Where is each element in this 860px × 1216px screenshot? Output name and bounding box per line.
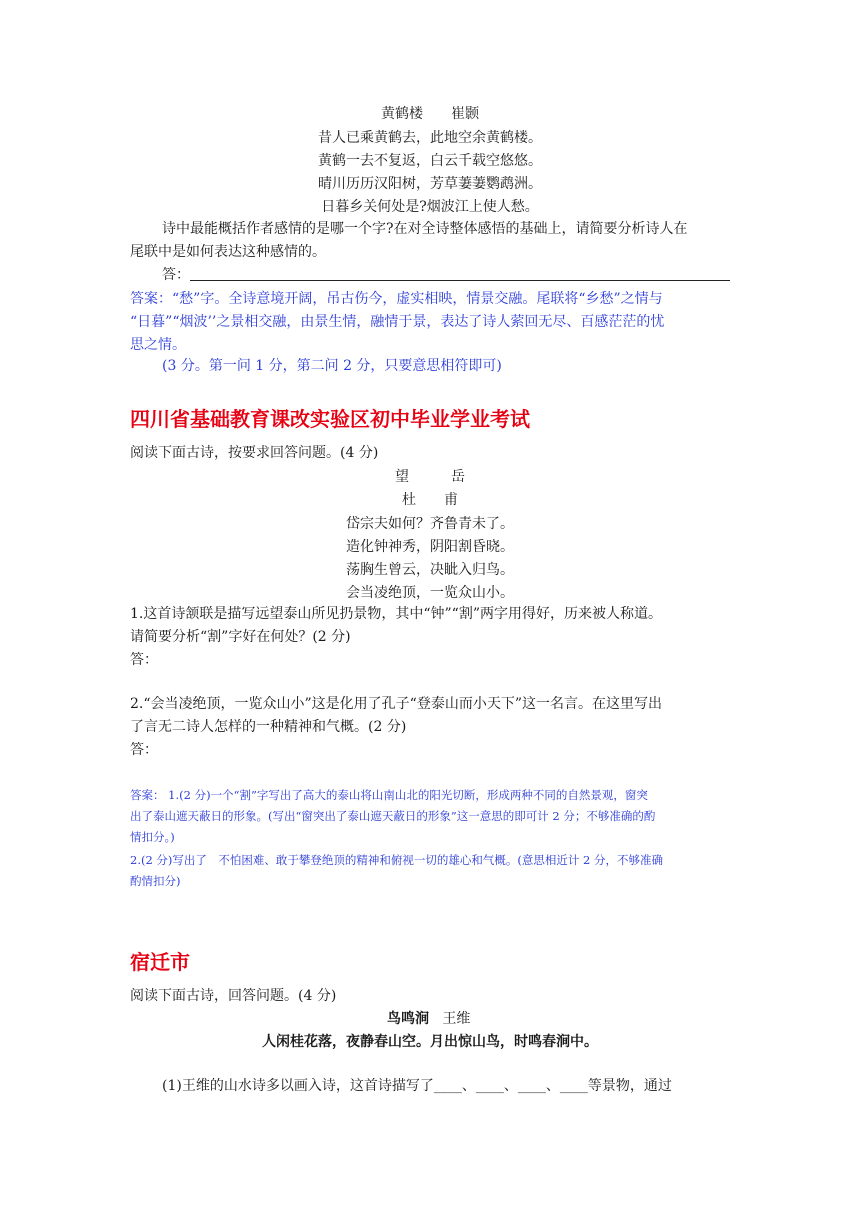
poem-line: 黄鹤一去不复返，白云千载空悠悠。	[318, 153, 542, 169]
poem-title-text: 鸟鸣涧	[387, 1011, 429, 1027]
question-text: 了言无二诗人怎样的一种精神和气概。(2 分)	[130, 719, 407, 735]
poem-line: 荡胸生曾云，决眦入归鸟。	[346, 562, 514, 578]
question-text: 1.这首诗颔联是描写远望泰山所见扔景物，其中“钟”“割”两字用得好，历来被人称道。	[130, 606, 662, 622]
section-heading: 四川省基础教育课改实验区初中毕业学业考试	[130, 407, 530, 431]
answer-label: 答：	[130, 742, 158, 758]
poem-title-gap	[429, 1011, 442, 1027]
answer-text: 2.(2 分)写出了 不怕困难、敢于攀登绝顶的精神和俯视一切的雄心和气概。(意思相近计 2 分，不够准确	[130, 853, 664, 867]
answer-text: 答案： 1.(2 分)一个“割”字写出了高大的泰山将山南山北的阳光切断，形成两种不同的自然景观，窗突	[130, 788, 648, 802]
answer-label: 答：	[162, 267, 190, 283]
question-text: 尾联中是如何表达这种感情的。	[130, 244, 326, 260]
answer-label: 答：	[130, 652, 158, 668]
section-intro: 阅读下面古诗，按要求回答问题。(4 分)	[130, 445, 379, 461]
answer-text: “日暮”“烟波’’之景相交融，由景生情，融情于景，表达了诗人萦回无尽、百感茫茫的忧	[130, 314, 665, 330]
poem-header: 黄鹤楼 崔颢	[381, 106, 479, 122]
answer-text: 答案：“愁”字。全诗意境开阔，吊古伤今，虚实相映，情景交融。尾联将“乡愁”之情与	[130, 291, 663, 307]
question-text: 请简要分析“割”字好在何处？(2 分)	[130, 629, 351, 645]
poem-line: 日暮乡关何处是?烟波江上使人愁。	[321, 199, 539, 215]
poem-line: 造化钟神秀，阴阳割昏晓。	[346, 539, 514, 555]
answer-text: 酌情扣分)	[130, 874, 181, 888]
scoring-note: (3 分。第一问 1 分，第二问 2 分，只要意思相符即可)	[162, 358, 502, 374]
poem-line: 昔人已乘黄鹤去，此地空余黄鹤楼。	[318, 130, 542, 146]
poem-text: 人闲桂花落，夜静春山空。月出惊山鸟，时鸣春涧中。	[262, 1034, 598, 1050]
poem-title	[387, 1009, 470, 1029]
answer-text: 出了泰山遮天蔽日的形象。(写出“窗突出了泰山遮天蔽日的形象”这一意思的即可计 2 分；不够准确的酌	[130, 809, 656, 823]
answer-text: 情扣分。)	[130, 830, 175, 844]
question-text: 2.“会当凌绝顶，一览众山小”这是化用了孔子“登泰山而小天下”这一名言。在这里写出	[130, 696, 662, 712]
answer-text: 思之情。	[130, 337, 186, 353]
question-text: 诗中最能概括作者感情的是哪一个字?在对全诗整体感悟的基础上，请简要分析诗人在	[162, 221, 688, 237]
answer-blank-line	[190, 280, 730, 281]
section-heading: 宿迁市	[130, 950, 190, 974]
poem-line: 会当凌绝顶，一览众山小。	[346, 585, 514, 601]
poem-author: 杜 甫	[402, 492, 458, 508]
poem-line: 岱宗夫如何？齐鲁青未了。	[346, 516, 514, 532]
poem-line: 晴川历历汉阳树，芳草萋萋鹦鹉洲。	[318, 176, 542, 192]
section-intro: 阅读下面古诗，回答问题。(4 分)	[130, 988, 337, 1004]
poem-title: 望 岳	[395, 469, 465, 485]
poem-author: 王维	[442, 1011, 471, 1027]
question-text: (1)王维的山水诗多以画入诗，这首诗描写了____、____、____、____等景物，通过	[162, 1078, 672, 1094]
